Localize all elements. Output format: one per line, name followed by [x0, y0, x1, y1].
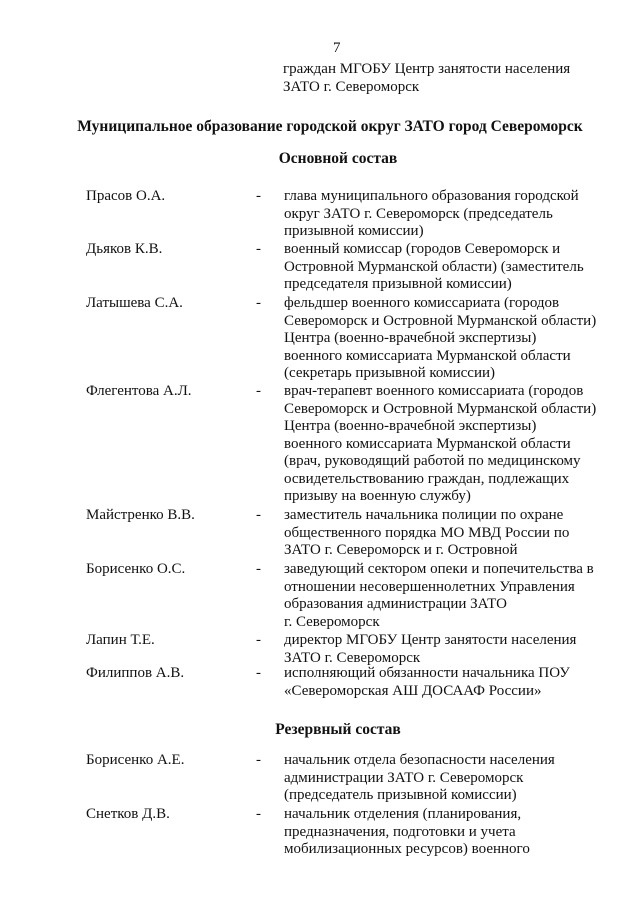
- member-name: Борисенко А.Е.: [86, 752, 185, 768]
- dash-separator: -: [256, 632, 261, 648]
- organization-heading: Муниципальное образование городской округ ЗАТО город Североморск: [77, 118, 583, 135]
- member-position: [284, 665, 629, 700]
- position-line: (врач, руководящий работой по медицинскому: [284, 453, 581, 469]
- member-name: Латышева С.А.: [86, 295, 183, 311]
- position-line: Североморск и Островной Мурманской области): [284, 312, 597, 329]
- position-line: Островной Мурманской области) (заместитель: [284, 258, 584, 275]
- dash-separator: -: [256, 295, 261, 311]
- member-position: [284, 806, 629, 859]
- dash-separator: -: [256, 665, 261, 681]
- position-line: «Североморская АШ ДОСААФ России»: [284, 682, 542, 699]
- position-line: председателя призывной комиссии): [284, 276, 512, 292]
- position-line: предназначения, подготовки и учета: [284, 823, 516, 840]
- dash-separator: -: [256, 241, 261, 257]
- member-position: [284, 188, 629, 241]
- position-line: призывной комиссии): [284, 223, 424, 239]
- continuation-text: [283, 61, 623, 96]
- position-line: призыву на военную службу): [284, 488, 471, 504]
- position-line: Центра (военно-врачебной экспертизы): [284, 418, 537, 434]
- page-number: 7: [333, 40, 341, 56]
- position-line: образования администрации ЗАТО: [284, 596, 507, 612]
- dash-separator: -: [256, 806, 261, 822]
- position-line: ЗАТО г. Североморск: [284, 649, 421, 666]
- member-name: Прасов О.А.: [86, 188, 166, 204]
- dash-separator: -: [256, 507, 261, 523]
- dash-separator: -: [256, 383, 261, 399]
- reserve-composition-heading: Резервный состав: [275, 721, 401, 738]
- member-position: [284, 241, 629, 294]
- position-line: военного комиссариата Мурманской области: [284, 435, 571, 452]
- position-line: отношении несовершеннолетних Управления: [284, 578, 575, 595]
- position-line: военного комиссариата Мурманской области: [284, 347, 571, 364]
- position-line: врач-терапевт военного комиссариата (городов: [284, 383, 584, 399]
- member-name: Борисенко О.С.: [86, 561, 186, 577]
- position-line: (председатель призывной комиссии): [284, 787, 517, 803]
- member-name: Снетков Д.В.: [86, 806, 170, 822]
- continuation-line: граждан МГОБУ Центр занятости населения: [283, 61, 571, 77]
- member-name: Филиппов А.В.: [86, 665, 185, 681]
- dash-separator: -: [256, 188, 261, 204]
- position-line: ЗАТО г. Североморск и г. Островной: [284, 542, 518, 558]
- member-position: [284, 383, 629, 506]
- member-position: [284, 752, 629, 805]
- member-position: [284, 561, 629, 631]
- position-line: заместитель начальника полиции по охране: [284, 507, 564, 523]
- position-line: заведующий сектором опеки и попечительства в: [284, 561, 594, 577]
- position-line: начальник отдела безопасности населения: [284, 752, 555, 768]
- position-line: директор МГОБУ Центр занятости населения: [284, 632, 577, 648]
- position-line: Центра (военно-врачебной экспертизы): [284, 330, 537, 346]
- member-name: Дьяков К.В.: [86, 241, 163, 257]
- member-name: Лапин Т.Е.: [86, 632, 155, 648]
- member-position: [284, 632, 629, 667]
- position-line: освидетельствованию граждан, подлежащих: [284, 470, 570, 487]
- position-line: г. Североморск: [284, 613, 380, 630]
- member-name: Флегентова А.Л.: [86, 383, 192, 399]
- position-line: округ ЗАТО г. Североморск (председатель: [284, 205, 553, 222]
- continuation-line: ЗАТО г. Североморск: [283, 78, 420, 95]
- position-line: начальник отделения (планирования,: [284, 806, 522, 822]
- dash-separator: -: [256, 561, 261, 577]
- position-line: военный комиссар (городов Североморск и: [284, 241, 561, 257]
- position-line: фельдшер военного комиссариата (городов: [284, 295, 560, 311]
- position-line: (секретарь призывной комиссии): [284, 365, 495, 381]
- position-line: мобилизационных ресурсов) военного: [284, 841, 530, 857]
- position-line: администрации ЗАТО г. Североморск: [284, 769, 524, 786]
- dash-separator: -: [256, 752, 261, 768]
- position-line: общественного порядка МО МВД России по: [284, 524, 570, 541]
- member-position: [284, 507, 629, 560]
- position-line: исполняющий обязанности начальника ПОУ: [284, 665, 570, 681]
- position-line: Североморск и Островной Мурманской области): [284, 400, 597, 417]
- main-composition-heading: Основной состав: [278, 150, 398, 167]
- member-position: [284, 295, 629, 383]
- position-line: глава муниципального образования городской: [284, 188, 579, 204]
- member-name: Майстренко В.В.: [86, 507, 195, 523]
